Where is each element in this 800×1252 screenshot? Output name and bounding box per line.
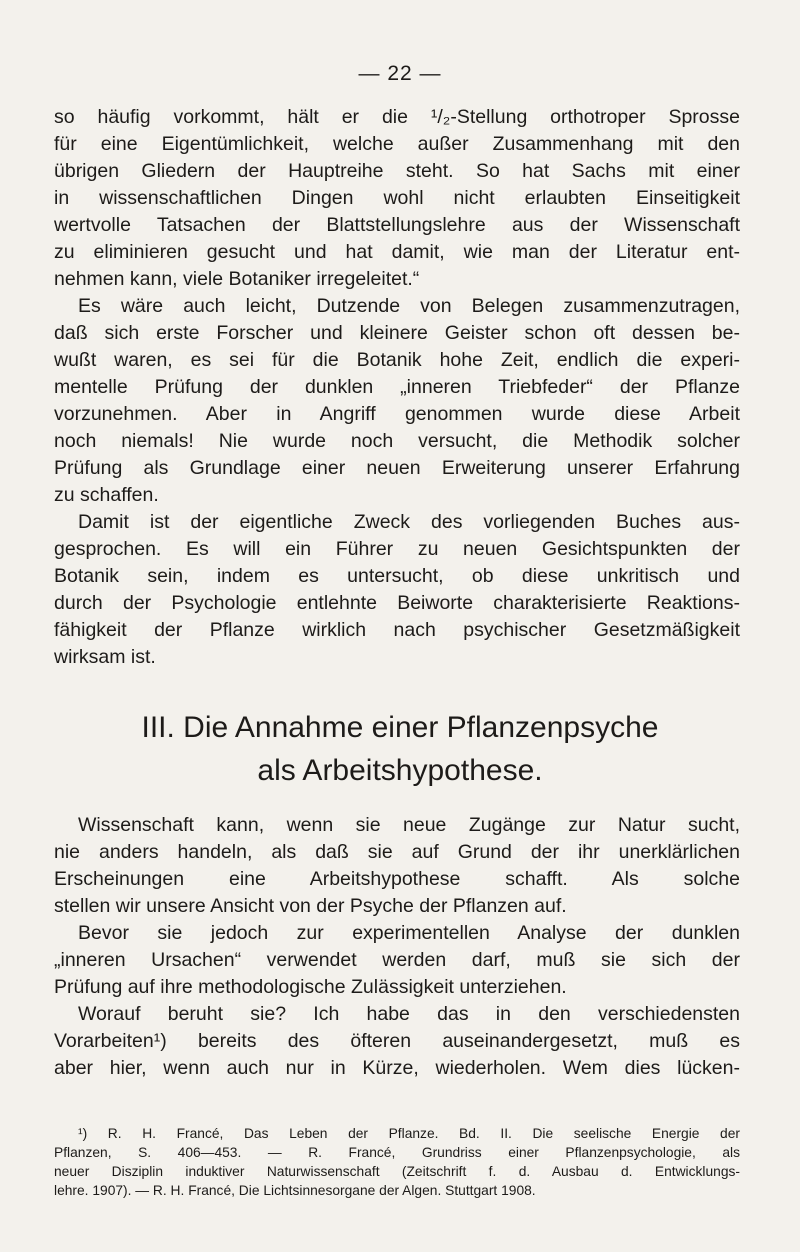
text-line: Prüfung als Grundlage einer neuen Erweiterung unserer Erfahrung bbox=[54, 457, 740, 479]
text-line: für eine Eigentümlichkeit, welche außer Zusammenhang mit den bbox=[54, 133, 740, 155]
body-text-upper bbox=[54, 104, 740, 671]
text-line: Worauf beruht sie? Ich habe das in den verschiedensten bbox=[78, 1003, 740, 1025]
chapter-heading-line-2: als Arbeitshypothese. bbox=[257, 754, 543, 787]
footnote-line: ¹) R. H. Francé, Das Leben der Pflanze. Bd. II. Die seelische Energie der bbox=[78, 1126, 740, 1141]
text-line: Damit ist der eigentliche Zweck des vorliegenden Buches aus- bbox=[78, 511, 740, 533]
footnote-line: neuer Disziplin induktiver Naturwissenschaft (Zeitschrift f. d. Ausbau d. Entwicklungs- bbox=[54, 1164, 740, 1179]
text-line: Prüfung auf ihre methodologische Zulässigkeit unterziehen. bbox=[54, 976, 567, 998]
footnote-line: lehre. 1907). — R. H. Francé, Die Lichtsinnesorgane der Algen. Stuttgart 1908. bbox=[54, 1183, 536, 1198]
body-text-lower bbox=[54, 812, 740, 1082]
text-line: wertvolle Tatsachen der Blattstellungslehre aus der Wissenschaft bbox=[54, 214, 740, 236]
footnote-line: Pflanzen, S. 406—453. — R. Francé, Grundriss einer Pflanzenpsychologie, als bbox=[54, 1145, 740, 1160]
text-line: wirksam ist. bbox=[54, 646, 156, 668]
text-line: in wissenschaftlichen Dingen wohl nicht erlaubten Einseitigkeit bbox=[54, 187, 740, 209]
footnote-block bbox=[54, 1124, 740, 1200]
text-line: daß sich erste Forscher und kleinere Geister schon oft dessen be- bbox=[54, 322, 740, 344]
text-line: stellen wir unsere Ansicht von der Psyche der Pflanzen auf. bbox=[54, 895, 567, 917]
text-line: noch niemals! Nie wurde noch versucht, die Methodik solcher bbox=[54, 430, 740, 452]
text-line: zu schaffen. bbox=[54, 484, 159, 506]
text-line: so häufig vorkommt, hält er die ¹/₂-Stellung orthotroper Sprosse bbox=[54, 106, 740, 128]
text-line: Es wäre auch leicht, Dutzende von Belegen zusammenzutragen, bbox=[78, 295, 740, 317]
text-line: Erscheinungen eine Arbeitshypothese schafft. Als solche bbox=[54, 868, 740, 890]
text-line: durch der Psychologie entlehnte Beiworte charakterisierte Reaktions- bbox=[54, 592, 740, 614]
text-line: gesprochen. Es will ein Führer zu neuen Gesichtspunkten der bbox=[54, 538, 740, 560]
text-line: mentelle Prüfung der dunklen „inneren Triebfeder“ der Pflanze bbox=[54, 376, 740, 398]
text-line: Bevor sie jedoch zur experimentellen Analyse der dunklen bbox=[78, 922, 740, 944]
chapter-heading-line-1: III. Die Annahme einer Pflanzenpsyche bbox=[141, 711, 659, 744]
text-line: nie anders handeln, als daß sie auf Grund der ihr unerklärlichen bbox=[54, 841, 740, 863]
text-line: übrigen Gliedern der Hauptreihe steht. So hat Sachs mit einer bbox=[54, 160, 740, 182]
text-line: wußt waren, es sei für die Botanik hohe Zeit, endlich die experi- bbox=[54, 349, 740, 371]
text-line: fähigkeit der Pflanze wirklich nach psychischer Gesetzmäßigkeit bbox=[54, 619, 740, 641]
text-line: „inneren Ursachen“ verwendet werden darf, muß sie sich der bbox=[54, 949, 740, 971]
text-line: vorzunehmen. Aber in Angriff genommen wurde diese Arbeit bbox=[54, 403, 740, 425]
text-line: aber hier, wenn auch nur in Kürze, wiederholen. Wem dies lücken- bbox=[54, 1057, 740, 1079]
text-line: Botanik sein, indem es untersucht, ob diese unkritisch und bbox=[54, 565, 740, 587]
text-line: nehmen kann, viele Botaniker irregeleitet.“ bbox=[54, 268, 420, 290]
text-line: Vorarbeiten¹) bereits des öfteren auseinandergesetzt, muß es bbox=[54, 1030, 740, 1052]
text-line: Wissenschaft kann, wenn sie neue Zugänge zur Natur sucht, bbox=[78, 814, 740, 836]
page-number: — 22 — bbox=[358, 62, 442, 85]
text-line: zu eliminieren gesucht und hat damit, wie man der Literatur ent- bbox=[54, 241, 740, 263]
